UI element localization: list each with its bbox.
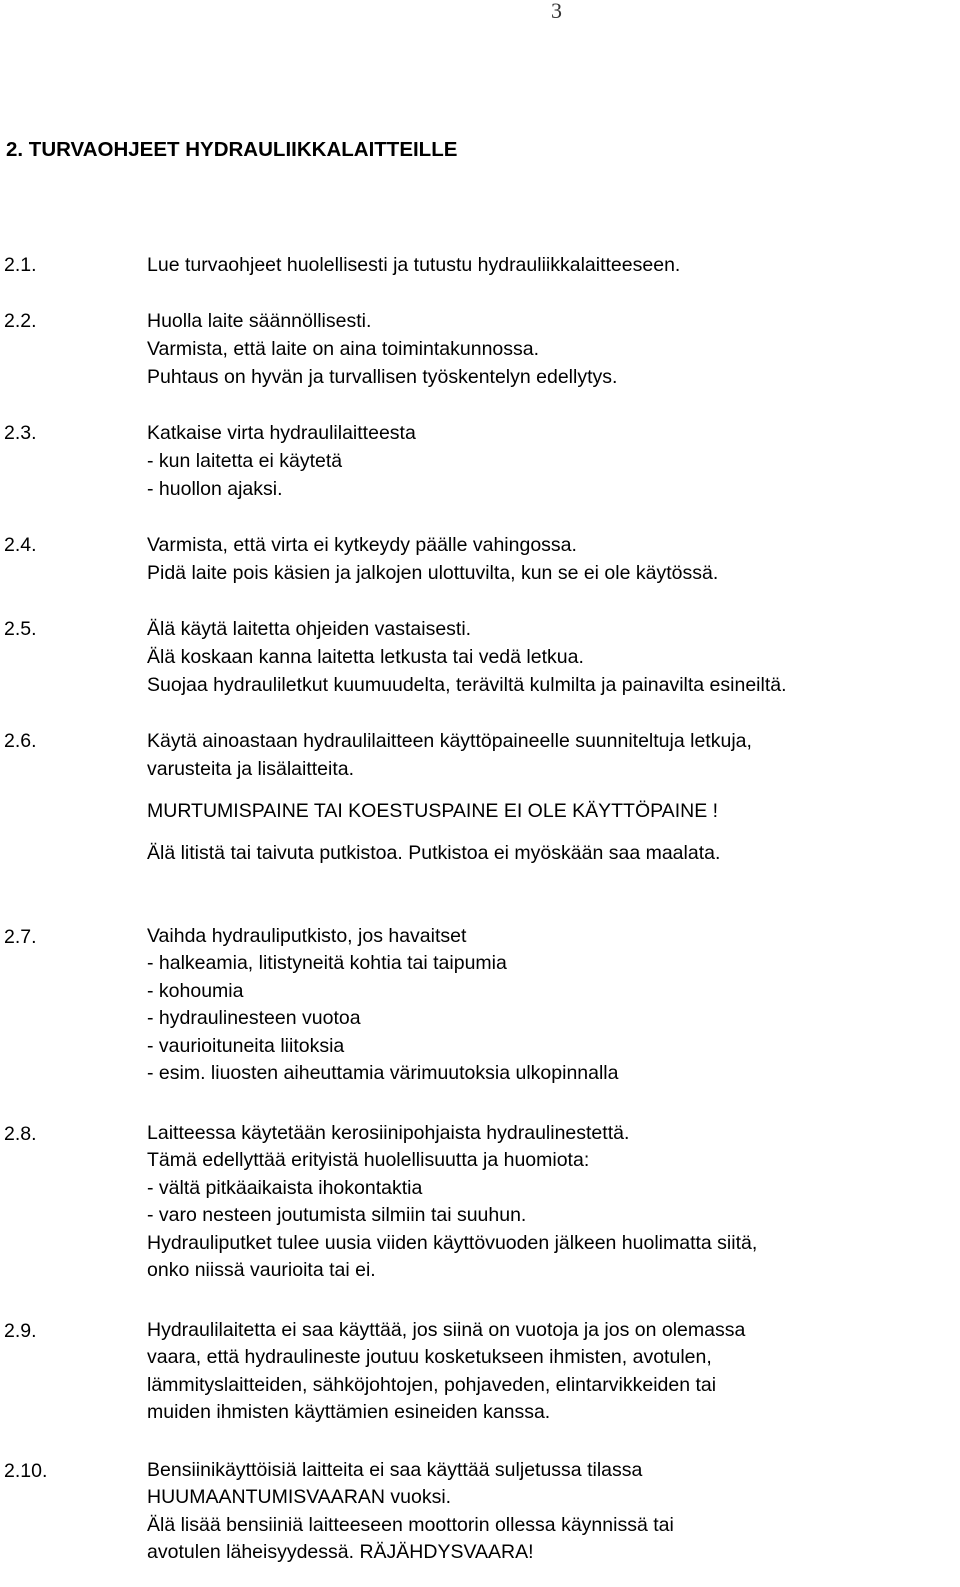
text-line: Vaihda hydrauliputkisto, jos havaitset bbox=[147, 925, 467, 947]
text-line: Älä käytä laitetta ohjeiden vastaisesti. bbox=[147, 618, 472, 640]
section-number: 2.7. bbox=[4, 926, 37, 948]
text-line: vaara, että hydraulineste joutuu kosketukseen ihmisten, avotulen, bbox=[147, 1346, 712, 1369]
section-text bbox=[147, 307, 957, 391]
text-line: Tämä edellyttää erityistä huolellisuutta ja huomiota: bbox=[147, 1149, 590, 1172]
text-line: lämmityslaitteiden, sähköjohtojen, pohjaveden, elintarvikkeiden tai bbox=[147, 1373, 717, 1396]
text-line: - huollon ajaksi. bbox=[147, 478, 283, 500]
text-line: Huolla laite säännöllisesti. bbox=[147, 310, 372, 332]
section-text bbox=[147, 923, 957, 1087]
text-line: Lue turvaohjeet huolellisesti ja tutustu hydrauliikkalaitteeseen. bbox=[147, 254, 681, 276]
text-line: Älä lisää bensiiniä laitteeseen moottorin ollessa käynnissä tai bbox=[147, 1513, 674, 1536]
warning-line: MURTUMISPAINE TAI KOESTUSPAINE EI OLE KÄYTTÖPAINE ! bbox=[147, 800, 719, 822]
text-line: Katkaise virta hydraulilaitteesta bbox=[147, 422, 416, 444]
section-text bbox=[147, 419, 957, 503]
text-line: Varmista, että virta ei kytkeydy päälle vahingossa. bbox=[147, 534, 577, 556]
section-text bbox=[147, 615, 957, 699]
page-number: 3 bbox=[551, 0, 562, 23]
section-text bbox=[147, 251, 957, 279]
text-line: muiden ihmisten käyttämien esineiden kanssa. bbox=[147, 1401, 551, 1424]
section-number: 2.5. bbox=[4, 618, 37, 640]
text-line: - esim. liuosten aiheuttamia värimuutoksia ulkopinnalla bbox=[147, 1062, 619, 1085]
section-number: 2.2. bbox=[4, 310, 37, 332]
section-number: 2.8. bbox=[4, 1123, 37, 1145]
section-number: 2.10. bbox=[4, 1460, 48, 1482]
text-line: varusteita ja lisälaitteita. bbox=[147, 758, 355, 780]
text-line: - vaurioituneita liitoksia bbox=[147, 1034, 345, 1057]
text-line: avotulen läheisyydessä. RÄJÄHDYSVAARA! bbox=[147, 1541, 534, 1564]
text-line: Bensiinikäyttöisiä laitteita ei saa käyttää suljetussa tilassa bbox=[147, 1459, 643, 1481]
text-line: Älä koskaan kanna laitetta letkusta tai vedä letkua. bbox=[147, 646, 584, 668]
text-line: Älä litistä tai taivuta putkistoa. Putkistoa ei myöskään saa maalata. bbox=[147, 842, 721, 864]
text-line: Laitteessa käytetään kerosiinipohjaista hydraulinestettä. bbox=[147, 1122, 630, 1144]
section-number: 2.9. bbox=[4, 1320, 37, 1342]
text-line: - kohoumia bbox=[147, 979, 244, 1002]
section-text bbox=[147, 1120, 957, 1284]
text-line: - kun laitetta ei käytetä bbox=[147, 450, 343, 472]
text-line: - varo nesteen joutumista silmiin tai suuhun. bbox=[147, 1204, 527, 1227]
section-number: 2.1. bbox=[4, 254, 37, 276]
text-line: onko niissä vaurioita tai ei. bbox=[147, 1259, 376, 1282]
section-number: 2.6. bbox=[4, 730, 37, 752]
section-number: 2.3. bbox=[4, 422, 37, 444]
text-line: Käytä ainoastaan hydraulilaitteen käyttöpaineelle suunniteltuja letkuja, bbox=[147, 730, 752, 752]
text-line: Hydraulilaitetta ei saa käyttää, jos siinä on vuotoja ja jos on olemassa bbox=[147, 1319, 746, 1341]
section-text bbox=[147, 531, 957, 587]
text-line: Suojaa hydrauliletkut kuumuudelta, teräviltä kulmilta ja painavilta esineiltä. bbox=[147, 674, 787, 696]
section-number: 2.4. bbox=[4, 534, 37, 556]
text-line: Pidä laite pois käsien ja jalkojen ulottuvilta, kun se ei ole käytössä. bbox=[147, 562, 719, 584]
text-line: HUUMAANTUMISVAARAN vuoksi. bbox=[147, 1486, 452, 1509]
text-line: - halkeamia, litistyneitä kohtia tai taipumia bbox=[147, 952, 507, 975]
text-line: Varmista, että laite on aina toimintakunnossa. bbox=[147, 338, 540, 360]
text-line: Hydrauliputket tulee uusia viiden käyttövuoden jälkeen huolimatta siitä, bbox=[147, 1231, 758, 1254]
section-text bbox=[147, 1317, 957, 1427]
section-text bbox=[147, 727, 957, 867]
text-line: - hydraulinesteen vuotoa bbox=[147, 1007, 361, 1030]
text-line: Puhtaus on hyvän ja turvallisen työskentelyn edellytys. bbox=[147, 366, 618, 388]
document-title: 2. TURVAOHJEET HYDRAULIIKKALAITTEILLE bbox=[6, 138, 458, 161]
text-line: - vältä pitkäaikaista ihokontaktia bbox=[147, 1176, 423, 1199]
section-text bbox=[147, 1457, 957, 1567]
